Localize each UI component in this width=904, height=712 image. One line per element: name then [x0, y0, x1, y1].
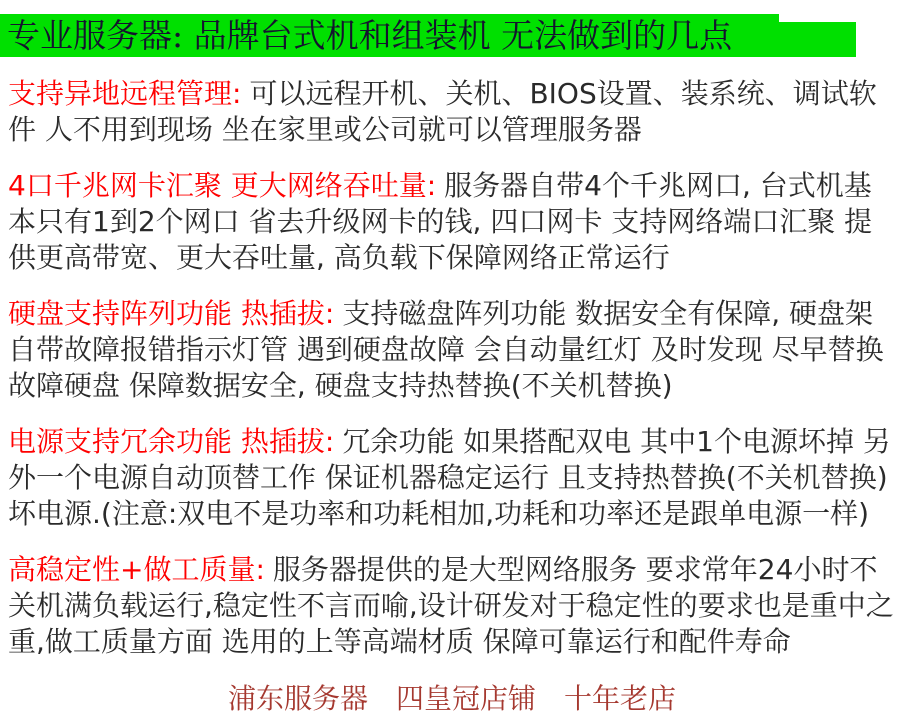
feature-body: 可以远程开机、关机、BIOS设置、装系统、调试软件 人不用到现场 坐在家里或公司就可以管理服务器 [8, 77, 877, 146]
title-banner-notch [779, 14, 856, 22]
feature-list [0, 57, 904, 712]
title-banner [0, 14, 856, 57]
feature-body: 冗余功能 如果搭配双电 其中1个电源坏掉 另外一个电源自动顶替工作 保证机器稳定运行 且支持热替换(不关机替换) 坏电源.(注意:双电不是功率和功耗相加,功耗和功率还是跟单电源一样) [8, 425, 891, 530]
feature-lead: 高稳定性+做工质量: [8, 553, 265, 586]
feature-lead: 电源支持冗余功能 热插拔: [8, 425, 335, 458]
feature-lead: 4口千兆网卡汇聚 更大网络吞吐量: [8, 169, 437, 202]
store-footer-text: 浦东服务器 四皇冠店铺 十年老店 [227, 682, 676, 712]
feature-paragraph-network-ports [8, 168, 896, 276]
feature-paragraph-remote-management [8, 76, 896, 148]
feature-lead: 支持异地远程管理: [8, 77, 242, 110]
feature-paragraph-redundant-psu [8, 424, 896, 532]
page-title: 专业服务器: 品牌台式机和组装机 无法做到的几点 [7, 16, 733, 55]
feature-body: 服务器提供的是大型网络服务 要求常年24小时不关机满负载运行,稳定性不言而喻,设计研发对于稳定性的要求也是重中之重,做工质量方面 选用的上等高端材质 保障可靠运行和配件寿命 [8, 553, 894, 658]
feature-body: 服务器自带4个千兆网口, 台式机基本只有1到2个网口 省去升级网卡的钱, 四口网卡 支持网络端口汇聚 提供更高带宽、更大吞吐量, 高负载下保障网络正常运行 [8, 169, 873, 274]
feature-body: 支持磁盘阵列功能 数据安全有保障, 硬盘架自带故障报错指示灯管 遇到硬盘故障 会自动量红灯 及时发现 尽早替换故障硬盘 保障数据安全, 硬盘支持热替换(不关机替换) [8, 297, 884, 402]
store-footer [8, 680, 896, 712]
feature-paragraph-disk-array [8, 296, 896, 404]
feature-paragraph-stability-quality [8, 552, 896, 660]
feature-lead: 硬盘支持阵列功能 热插拔: [8, 297, 335, 330]
